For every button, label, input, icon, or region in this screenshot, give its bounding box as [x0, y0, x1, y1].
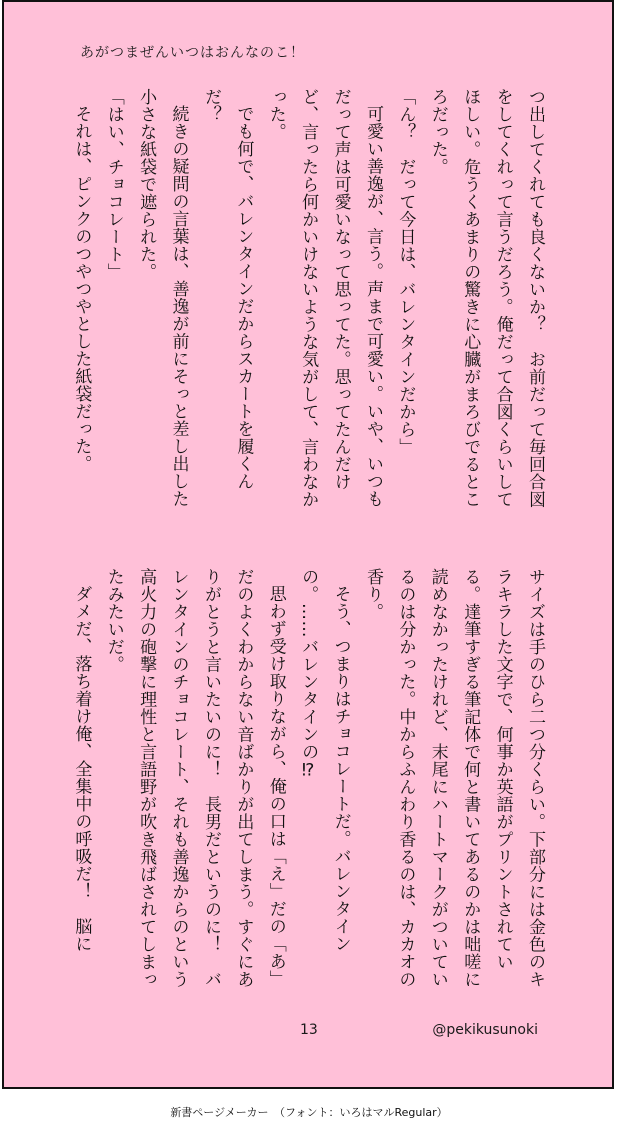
novel-page — [2, 0, 614, 1089]
paragraph: 可愛い善逸が、言う。声まで可愛い。いや、いつもだって声は可愛いなって思ってた。思ってたんだけど、言ったら何かいけないような気がして、言わなかった。 — [265, 88, 383, 508]
bottom-text-block — [71, 568, 551, 1000]
paragraph: 「はい、チョコレート」 — [103, 88, 124, 281]
author-credit: @pekikusunoki — [432, 1022, 538, 1038]
paragraph: サイズは手のひら二つ分くらい。下部分には金色のキラキラした文字で、何事か英語がプリントされている。達筆すぎる筆記体で何と書いてあるのかは咄嗟に読めなかったけれど、末尾にハートマークがついているのは分かった。中からふんわり香るのは、カカオの香り。 — [362, 568, 545, 988]
paragraph: それは、ピンクのつやつやとした紙袋だった。 — [71, 105, 92, 473]
paragraph: 続きの疑問の言葉は、善逸が前にそっと差し出した小さな紙袋で遮られた。 — [136, 88, 189, 508]
paragraph: つ出してくれても良くないか？ お前だって毎回合図をしてくれって言うだろう。俺だって合図くらいしてほしい。危うくあまりの驚きに心臓がまろびでるところだった。 — [427, 88, 545, 508]
page-number: 13 — [300, 1022, 318, 1038]
maker-footer: 新書ページメーカー （フォント：いろはマルRegular） — [170, 1106, 448, 1119]
paragraph: そう、つまりはチョコレートだ。バレンタインの。……バレンタインの⁉ — [298, 568, 351, 953]
page-header: あがつまぜんいつはおんなのこ！ — [80, 45, 305, 61]
paragraph: 思わず受け取りながら、俺の口は「え」だの「あ」だのよくわからない音ばかりが出てしまう。すぐにありがとうと言いたいのに！ 長男だというのに！ バレンタインのチョコレート、それも善逸からのという高火力の砲撃に理性と言語野が吹き飛ばされてしまったみたいだ。 — [103, 568, 286, 988]
top-text-block — [71, 88, 551, 518]
paragraph: ダメだ、落ち着け俺、全集中の呼吸だ！ 脳に — [71, 585, 92, 953]
paragraph: 「ん？ だって今日は、バレンタインだから」 — [395, 88, 416, 456]
paragraph: でも何で、バレンタインだからスカートを履くんだ？ — [200, 88, 254, 490]
